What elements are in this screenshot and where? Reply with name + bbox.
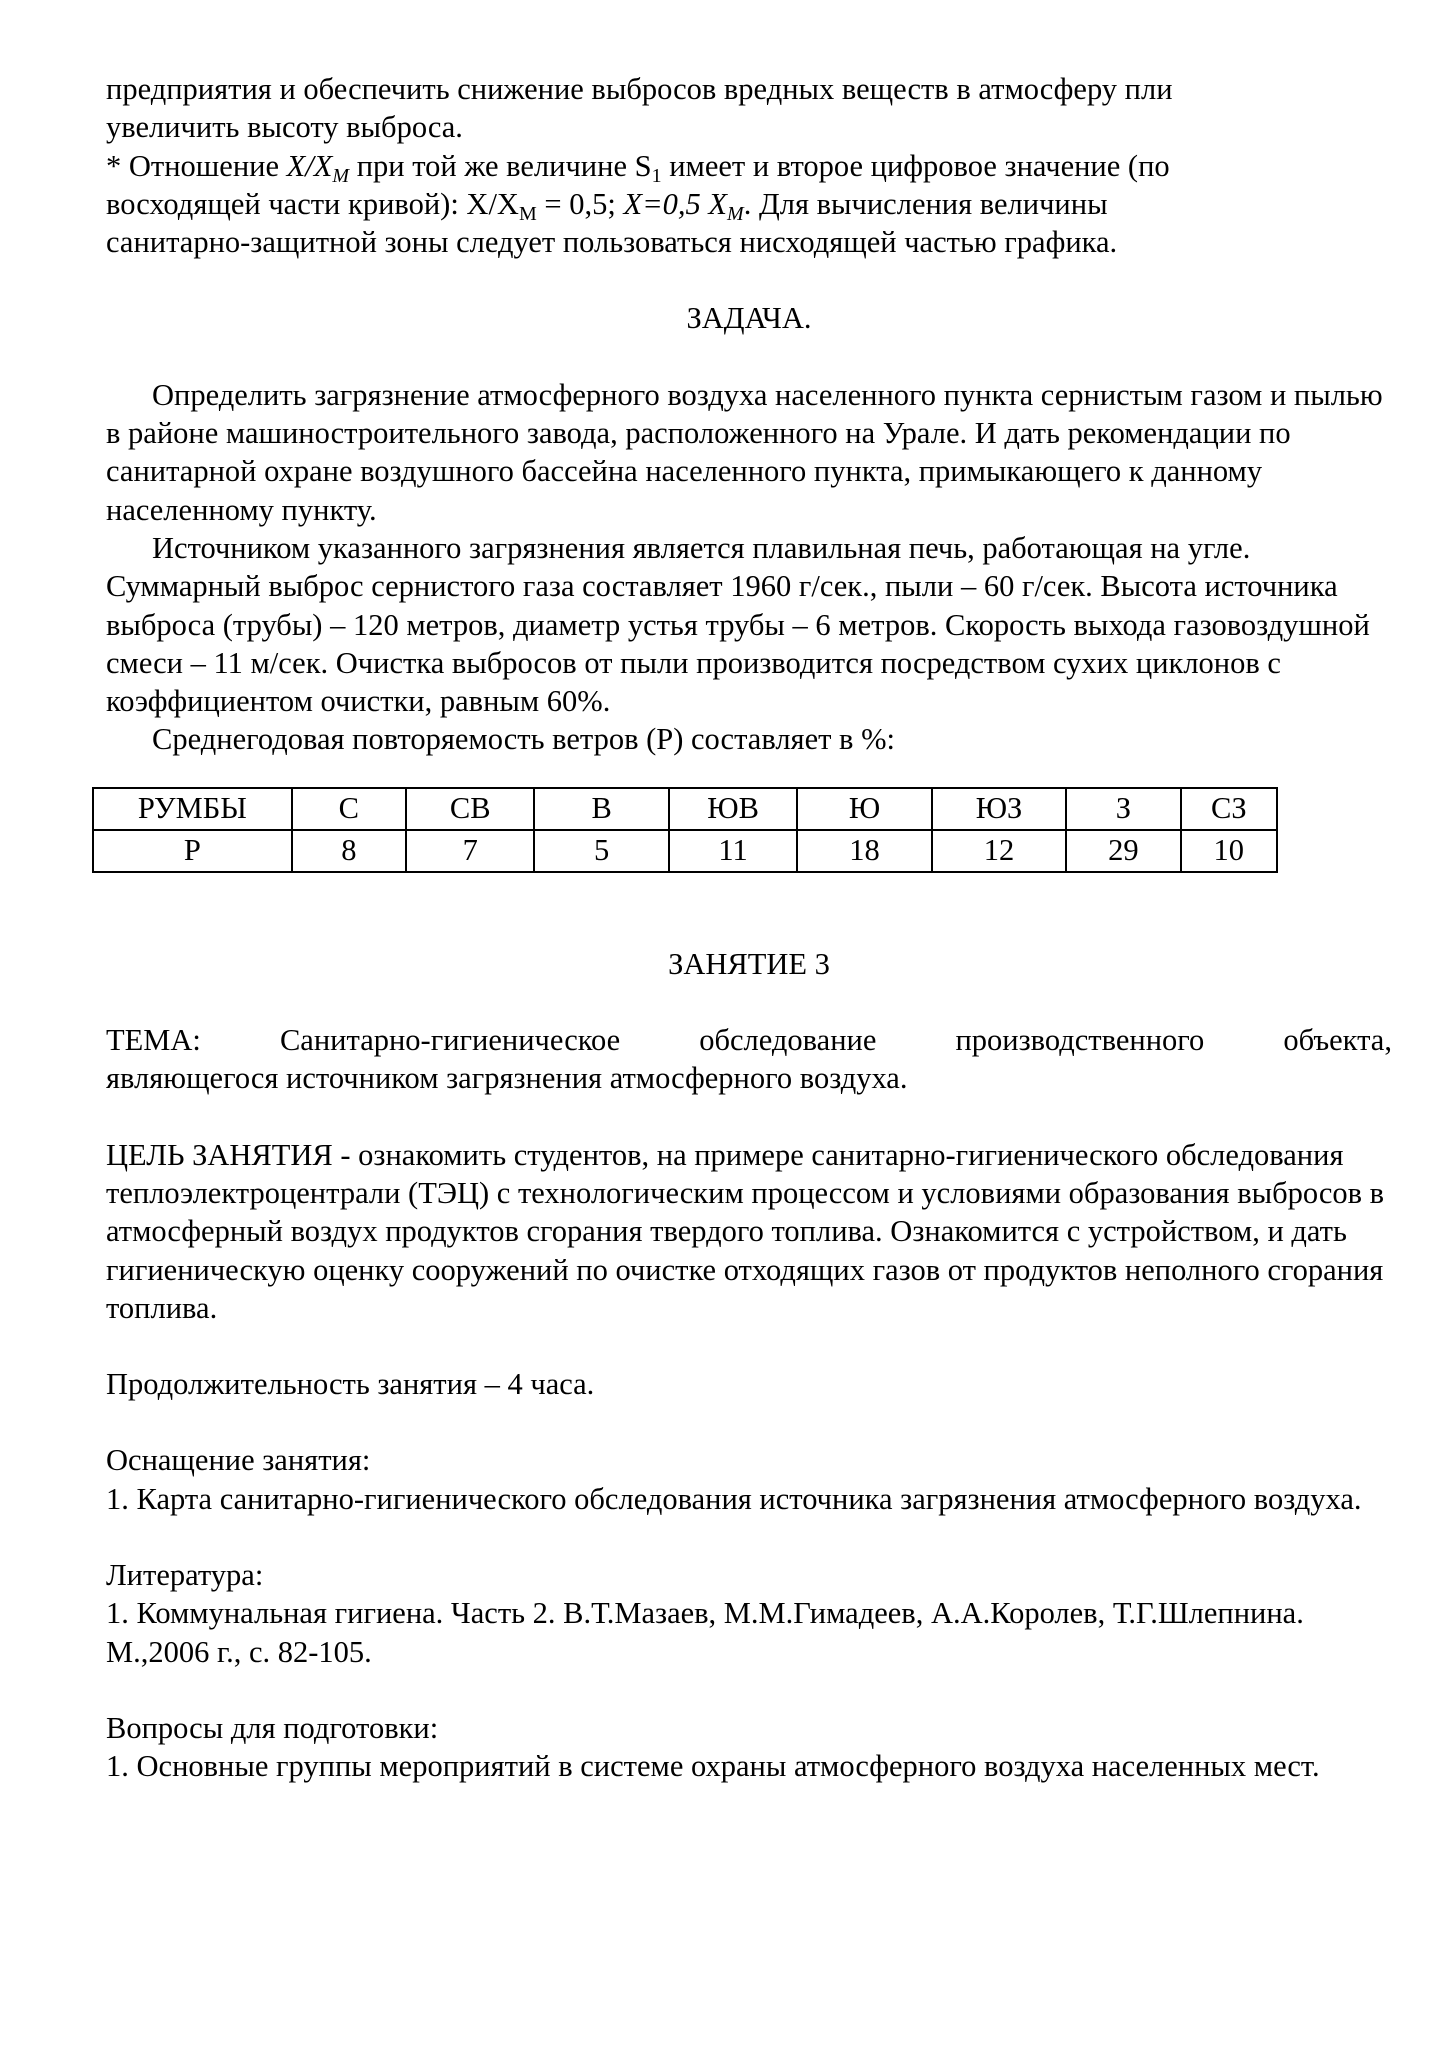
task-paragraph-3: Среднегодовая повторяемость ветров (Р) составляет в %: bbox=[152, 722, 895, 757]
equipment-title: Оснащение занятия: bbox=[106, 1443, 371, 1478]
table-cell: 29 bbox=[1066, 830, 1180, 872]
lesson-heading: ЗАНЯТИЕ 3 bbox=[668, 946, 830, 981]
ratio-m-sub: M bbox=[332, 164, 350, 187]
lesson-goal: ЦЕЛЬ ЗАНЯТИЯ - ознакомить студентов, на примере санитарно-гигиенического обследования теплоэлектроцентрали (ТЭЦ) с технологическим процессом и условиями образования выбросов в атмосферный воздух продуктов сгорания твердого топлива. Ознакомится с устройством, и дать гигиеническую оценку сооружений по очистке отходящих газов от продуктов неполного сгорания топлива. bbox=[106, 1137, 1385, 1325]
questions-item-1: 1. Основные группы мероприятий в системе охраны атмосферного воздуха населенных мест. bbox=[106, 1749, 1320, 1784]
table-cell: ЮЗ bbox=[932, 788, 1066, 830]
task-paragraph-1: Определить загрязнение атмосферного воздуха населенного пункта сернистым газом и пылью в районе машиностроительного завода, расположенного на Урале. И дать рекомендации по санитарной охране воздушного бассейна населенного пункта, примыкающего к данному населенному пункту. bbox=[106, 377, 1383, 527]
intro-line-1: предприятия и обеспечить снижение выбросов вредных веществ в атмосферу пли bbox=[106, 72, 1173, 106]
table-row bbox=[93, 830, 1277, 872]
table-cell: 18 bbox=[797, 830, 931, 872]
task-paragraph-2: Источником указанного загрязнения является плавильная печь, работающая на угле. Суммарный выброс сернистого газа составляет 1960 г/сек., пыли – 60 г/сек. Высота источника выброса (трубы) – 120 метров, диаметр устья трубы – 6 метров. Скорость выхода газовоздушной смеси – 11 м/сек. Очистка выбросов от пыли производится посредством сухих циклонов с коэффициентом очистки, равным 60%. bbox=[106, 530, 1370, 719]
task-heading: ЗАДАЧА. bbox=[686, 301, 812, 336]
table-cell: З bbox=[1066, 788, 1180, 830]
table-cell: 11 bbox=[669, 830, 797, 872]
footnote-mid: при той же величине S bbox=[349, 148, 652, 183]
footnote-l2-m-sub: М bbox=[518, 202, 537, 225]
tema-line-1 bbox=[106, 1021, 1392, 1059]
intro-line-2: увеличить высоту выброса. bbox=[106, 110, 463, 145]
table-cell: ЮВ bbox=[669, 788, 797, 830]
footnote-line-3: санитарно-защитной зоны следует пользоваться нисходящей частью графика. bbox=[106, 225, 1118, 260]
footnote-l2-a: восходящей части кривой): X/X bbox=[106, 186, 519, 221]
table-cell: В bbox=[534, 788, 668, 830]
table-cell: 8 bbox=[292, 830, 406, 872]
wind-frequency-table bbox=[92, 787, 1278, 873]
literature-title: Литература: bbox=[106, 1558, 264, 1593]
footnote-after-s: имеет и второе цифровое значение (по bbox=[661, 148, 1170, 183]
footnote-line-2 bbox=[106, 185, 1392, 223]
ratio-x: X/X bbox=[286, 148, 333, 183]
footnote-star-prefix: * Отношение bbox=[106, 148, 287, 183]
table-cell: Р bbox=[93, 830, 292, 872]
table-cell: Ю bbox=[797, 788, 931, 830]
table-cell: СЗ bbox=[1181, 788, 1277, 830]
table-cell: 12 bbox=[932, 830, 1066, 872]
footnote-formula: X=0,5 X bbox=[623, 186, 728, 221]
tema-line-2: являющегося источником загрязнения атмосферного воздуха. bbox=[106, 1061, 908, 1096]
footnote-l2-c: . Для вычисления величины bbox=[743, 186, 1108, 221]
s-sub: 1 bbox=[651, 164, 662, 187]
footnote-formula-sub: M bbox=[727, 202, 744, 225]
tema-word: объекта, bbox=[1283, 1023, 1392, 1058]
tema-word: обследование bbox=[699, 1023, 877, 1058]
table-cell: С bbox=[292, 788, 406, 830]
table-cell: 7 bbox=[406, 830, 534, 872]
literature-item-1: 1. Коммунальная гигиена. Часть 2. В.Т.Мазаев, М.М.Гимадеев, А.А.Королев, Т.Г.Шлепнина. М.,2006 г., с. 82-105. bbox=[106, 1596, 1304, 1669]
table-header-row bbox=[93, 788, 1277, 830]
tema-word: ТЕМА: bbox=[106, 1023, 201, 1058]
table-cell: 10 bbox=[1181, 830, 1277, 872]
footnote-l2-b: = 0,5; bbox=[536, 186, 624, 221]
tema-word: производственного bbox=[955, 1023, 1205, 1058]
lesson-duration: Продолжительность занятия – 4 часа. bbox=[106, 1367, 595, 1402]
table-cell: СВ bbox=[406, 788, 534, 830]
footnote-line-1 bbox=[106, 147, 1392, 185]
equipment-item-1: 1. Карта санитарно-гигиенического обследования источника загрязнения атмосферного воздуха. bbox=[106, 1481, 1362, 1516]
tema-word: Санитарно-гигиеническое bbox=[279, 1023, 621, 1058]
table-cell: 5 bbox=[534, 830, 668, 872]
document-page bbox=[106, 70, 1392, 1786]
table-cell: РУМБЫ bbox=[93, 788, 292, 830]
questions-title: Вопросы для подготовки: bbox=[106, 1710, 439, 1745]
